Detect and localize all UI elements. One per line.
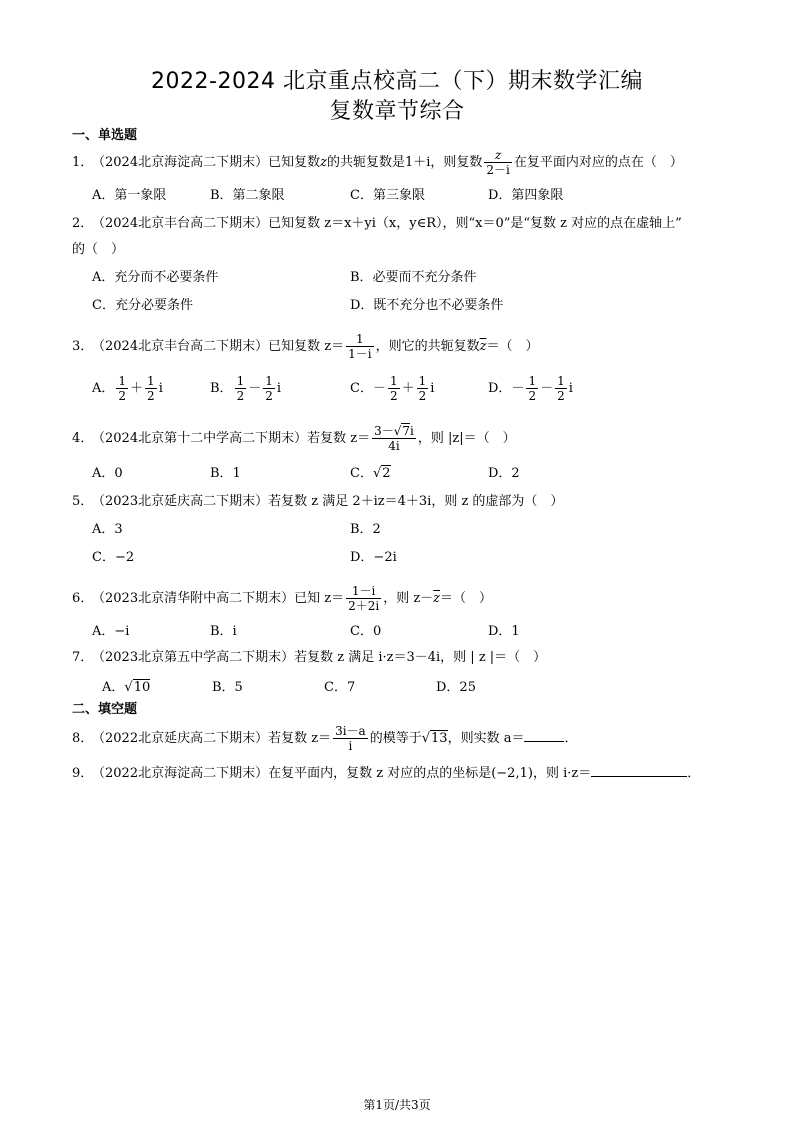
question-text: 已知复数 z＝x＋yi（x，y∈R），则“x＝0”是“复数 z 对应的点在虚轴上” [268, 216, 682, 231]
answer-blank[interactable] [524, 741, 564, 742]
question-number: 4． [72, 431, 94, 446]
radicand: 2 [382, 466, 391, 481]
question-6 [72, 584, 732, 613]
conjugate-var: $\overline{z}$ [479, 339, 487, 354]
fraction [417, 374, 429, 403]
fraction [526, 374, 538, 403]
option-label: A． [92, 381, 115, 396]
option-d[interactable]: D．25 [436, 680, 476, 695]
option-c[interactable]: C．第三象限 [350, 188, 425, 203]
sign: － [511, 381, 525, 396]
option-a[interactable]: A．3 [92, 522, 123, 537]
question-text: 已知复数 z＝ [268, 339, 345, 354]
numerator: 1－i [346, 584, 381, 599]
question-3 [72, 332, 732, 361]
question-source: （2024北京第十二中学高二下期末） [92, 431, 308, 446]
question-text: ，则它的共轭复数 [375, 339, 480, 354]
denominator: 2＋2i [348, 599, 380, 613]
option-b[interactable]: B．第二象限 [210, 188, 285, 203]
fraction [235, 374, 247, 403]
numerator: 1 [418, 374, 427, 388]
question-source: （2023北京清华附中高二下期末） [92, 591, 295, 606]
question-text: 在复平面内对应的点在（ ） [513, 155, 683, 170]
numerator: 1 [346, 332, 373, 347]
operator: ＋ [130, 381, 144, 396]
denominator: 2 [236, 389, 245, 403]
question-8: 8．（2022北京延庆高二下期末）若复数 z＝ $\frac{3i-a}{i}$ 的模等于√13，则实数 a＝ ． [72, 724, 578, 753]
coordinate: (−2,1) [491, 766, 533, 781]
question-number: 6． [72, 591, 94, 606]
option-a[interactable]: A．充分而不必要条件 [92, 270, 219, 285]
fraction [372, 424, 416, 453]
option-c[interactable]: C．7 [324, 680, 356, 695]
question-2 [72, 214, 732, 234]
numerator-part: 3－ [374, 424, 394, 438]
question-text: 若复数 z＝ [268, 731, 332, 746]
question-text: ，则 z－ [383, 591, 434, 606]
question-5 [72, 492, 732, 512]
numerator: 1 [147, 374, 155, 388]
question-7 [72, 648, 732, 668]
fraction [346, 332, 373, 361]
denominator: 2 [389, 389, 398, 403]
question-source: （2024北京丰台高二下期末） [92, 216, 269, 231]
numerator: z [484, 148, 511, 163]
question-text: ＝（ ） [440, 591, 493, 606]
option-label: C． [350, 381, 373, 396]
denominator: 2 [118, 389, 127, 403]
fraction [333, 724, 368, 753]
denominator: 2 [418, 389, 427, 403]
fraction [263, 374, 275, 403]
fraction [484, 148, 511, 177]
numerator: 1 [118, 374, 127, 388]
option-d[interactable] [488, 374, 573, 403]
section-fill-blank: 二、填空题 [72, 702, 138, 717]
question-number: 1． [72, 155, 94, 170]
conjugate-var: $\overline{z}$ [433, 591, 441, 606]
operator: － [540, 381, 554, 396]
denominator: 2 [557, 389, 565, 403]
option-label: C． [350, 466, 373, 481]
operator: － [248, 381, 262, 396]
question-source: （2023北京第五中学高二下期末） [92, 650, 295, 665]
numerator-part: i [410, 424, 414, 438]
fraction [555, 374, 567, 403]
question-4 [72, 424, 732, 453]
page-footer: 第1页/共3页 [363, 1098, 431, 1112]
option-d[interactable]: D．1 [488, 624, 520, 639]
denominator: 2 [147, 389, 155, 403]
option-a[interactable]: A．第一象限 [92, 188, 167, 203]
question-text: 已知复数 [268, 155, 321, 170]
question-source: （2024北京海淀高二下期末） [92, 155, 269, 170]
question-source: （2024北京丰台高二下期末） [92, 339, 269, 354]
option-c[interactable]: C．√2 [350, 466, 391, 481]
option-d[interactable]: D．−2i [350, 550, 397, 565]
question-source: （2022北京延庆高二下期末） [92, 731, 269, 746]
option-c[interactable] [350, 374, 434, 403]
question-number: 7． [72, 650, 94, 665]
question-source: （2023北京延庆高二下期末） [92, 494, 269, 509]
option-a[interactable] [92, 374, 163, 403]
imag-unit: i [276, 381, 282, 396]
fraction [388, 374, 400, 403]
option-b[interactable] [210, 374, 281, 403]
numerator: 3i－a [335, 724, 366, 738]
option-label: B． [210, 381, 233, 396]
option-c[interactable]: C．−2 [92, 550, 135, 565]
imag-unit: i [430, 381, 435, 396]
page-title: 2022-2024 北京重点校高二（下）期末数学汇编 [151, 69, 643, 94]
question-text: 已知 z＝ [294, 591, 345, 606]
denominator: 1－i [348, 347, 372, 361]
option-c[interactable]: C．充分必要条件 [92, 298, 193, 313]
numerator: 3－√7i [374, 424, 414, 438]
fraction [116, 374, 128, 403]
numerator: 1 [236, 374, 245, 388]
question-text: 若复数 z 满足 2＋iz＝4＋3i，则 z 的虚部为（ ） [268, 494, 564, 509]
question-text: 的模等于 [369, 731, 422, 746]
option-d[interactable]: D．第四象限 [488, 188, 564, 203]
numerator: 1 [265, 374, 273, 388]
question-number: 2． [72, 216, 94, 231]
question-text: ． [564, 731, 578, 746]
option-a[interactable]: A．−i [92, 624, 130, 639]
sign: － [372, 381, 386, 396]
question-number: 3． [72, 339, 94, 354]
question-1 [72, 148, 732, 177]
question-9 [72, 764, 732, 784]
option-b[interactable]: B．5 [212, 680, 243, 695]
radicand: 7 [402, 424, 411, 438]
question-text: ，则 |z|＝（ ） [417, 431, 516, 446]
question-text: ＝（ ） [486, 339, 539, 354]
section-single-choice: 一、单选题 [72, 128, 138, 143]
imag-unit: i [158, 381, 163, 396]
question-text: 若复数 z＝ [307, 431, 371, 446]
question-source: （2022北京海淀高二下期末） [92, 766, 269, 781]
option-c[interactable]: C．0 [350, 624, 382, 639]
option-b[interactable]: B．必要而不充分条件 [350, 270, 477, 285]
denominator: 2 [528, 389, 537, 403]
option-a[interactable]: A．0 [92, 466, 123, 481]
question-text: 在复平面内，复数 z 对应的点的坐标是 [268, 766, 492, 781]
page-subtitle: 复数章节综合 [329, 99, 465, 124]
numerator: 1 [528, 374, 537, 388]
question-number: 5． [72, 494, 94, 509]
option-label: D． [488, 381, 512, 396]
question-number: 8． [72, 731, 94, 746]
denominator: 4i [388, 439, 400, 453]
denominator: 2－i [486, 163, 510, 177]
question-number: 9． [72, 766, 94, 781]
fraction [346, 584, 381, 613]
question-text: ，则实数 a＝ [447, 731, 525, 746]
answer-blank[interactable] [591, 776, 687, 777]
option-label: A． [102, 680, 125, 695]
question-text: 若复数 z 满足 i·z＝3－4i，则 | z |＝（ ） [294, 650, 547, 665]
radicand: 10 [133, 680, 151, 695]
imag-unit: i [568, 381, 573, 396]
denominator: i [348, 739, 353, 753]
option-b[interactable]: B．1 [210, 466, 241, 481]
fraction [145, 374, 157, 403]
option-b[interactable]: B．2 [350, 522, 381, 537]
question-text: ． [687, 766, 701, 781]
question-text: ，则 i·z＝ [532, 766, 592, 781]
math-var: z [320, 155, 327, 170]
option-d[interactable]: D．2 [488, 466, 520, 481]
option-d[interactable]: D．既不充分也不必要条件 [350, 298, 504, 313]
numerator: 1 [389, 374, 398, 388]
denominator: 2 [265, 389, 273, 403]
question-2-cont: 的（ ） [72, 242, 125, 257]
option-a[interactable]: A．√10 [102, 680, 151, 695]
question-text: 的共轭复数是1＋i，则复数 [326, 155, 483, 170]
radicand: 13 [431, 731, 448, 746]
numerator: 1 [557, 374, 565, 388]
option-b[interactable]: B．i [210, 624, 237, 639]
operator: ＋ [401, 381, 415, 396]
